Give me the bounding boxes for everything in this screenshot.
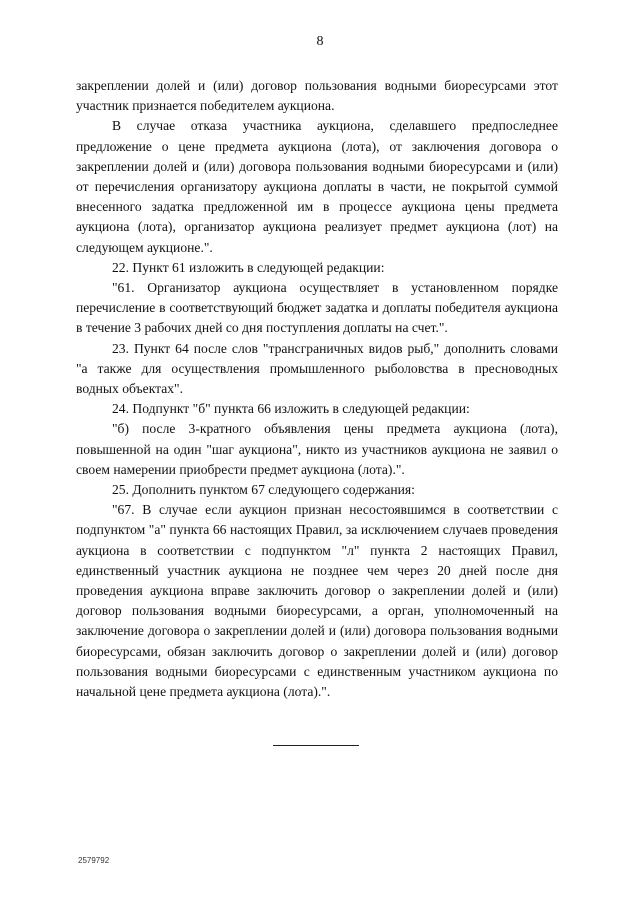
paragraph-refusal-case: В случае отказа участника аукциона, сделавшего предпоследнее предложение о цене предмета аукциона (лота), от заключения договора о закреплении долей и (или) договора пользования водными биоресурсами и (или) от перечисления организатору аукциона доплаты в части, не покрытой суммой внесенного задатка предложенной им в процессе аукциона цены предмета аукциона (лота), организатор аукциона реализует предмет аукциона (лот) на следующем аукционе.".: [76, 118, 558, 255]
paragraph-clause-61: "61. Организатор аукциона осуществляет в установленном порядке перечисление в соответствующий бюджет задатка и доплаты победителя аукциона в течение 3 рабочих дней со дня поступления доплаты на счет.".: [76, 280, 558, 336]
closing-rule: [273, 745, 359, 746]
paragraph-item-22: 22. Пункт 61 изложить в следующей редакции:: [112, 259, 385, 275]
paragraph-item-24: 24. Подпункт "б" пункта 66 изложить в следующей редакции:: [112, 401, 470, 417]
paragraph-continuation: закреплении долей и (или) договор пользования водными биоресурсами этот участник признается победителем аукциона.: [76, 78, 558, 114]
paragraph-item-25: 25. Дополнить пунктом 67 следующего содержания:: [112, 482, 415, 498]
paragraph-clause-67: "67. В случае если аукцион признан несостоявшимся в соответствии с подпунктом "а" пункта 66 настоящих Правил, за исключением случаев проведения аукциона в соответствии с подпунктом "л" пункта 2 настоящих Правил, единственный участник аукциона не позднее чем через 20 дней после дня проведения аукциона вправе заключить договор о закреплении долей и (или) договор пользования водными биоресурсами, а орган, уполномоченный на заключение договора о закреплении долей и (или) договора пользования водными биоресурсами, обязан заключить договор о закреплении долей и (или) договор пользования водными биоресурсами с единственным участником аукциона по начальной цене предмета аукциона (лота).".: [76, 502, 558, 700]
paragraph-subclause-b: "б) после 3-кратного объявления цены предмета аукциона (лота), повышенной на один "шаг аукциона", никто из участников аукциона не заявил о своем намерении приобрести предмет аукциона (лота).".: [76, 421, 558, 477]
page-number: 8: [316, 34, 324, 49]
document-code: 2579792: [78, 856, 110, 865]
paragraph-item-23: 23. Пункт 64 после слов "трансграничных видов рыб," дополнить словами "а также для осуществления промышленного рыболовства в пресноводных водных объектах".: [76, 340, 558, 397]
document-body: [76, 76, 558, 702]
